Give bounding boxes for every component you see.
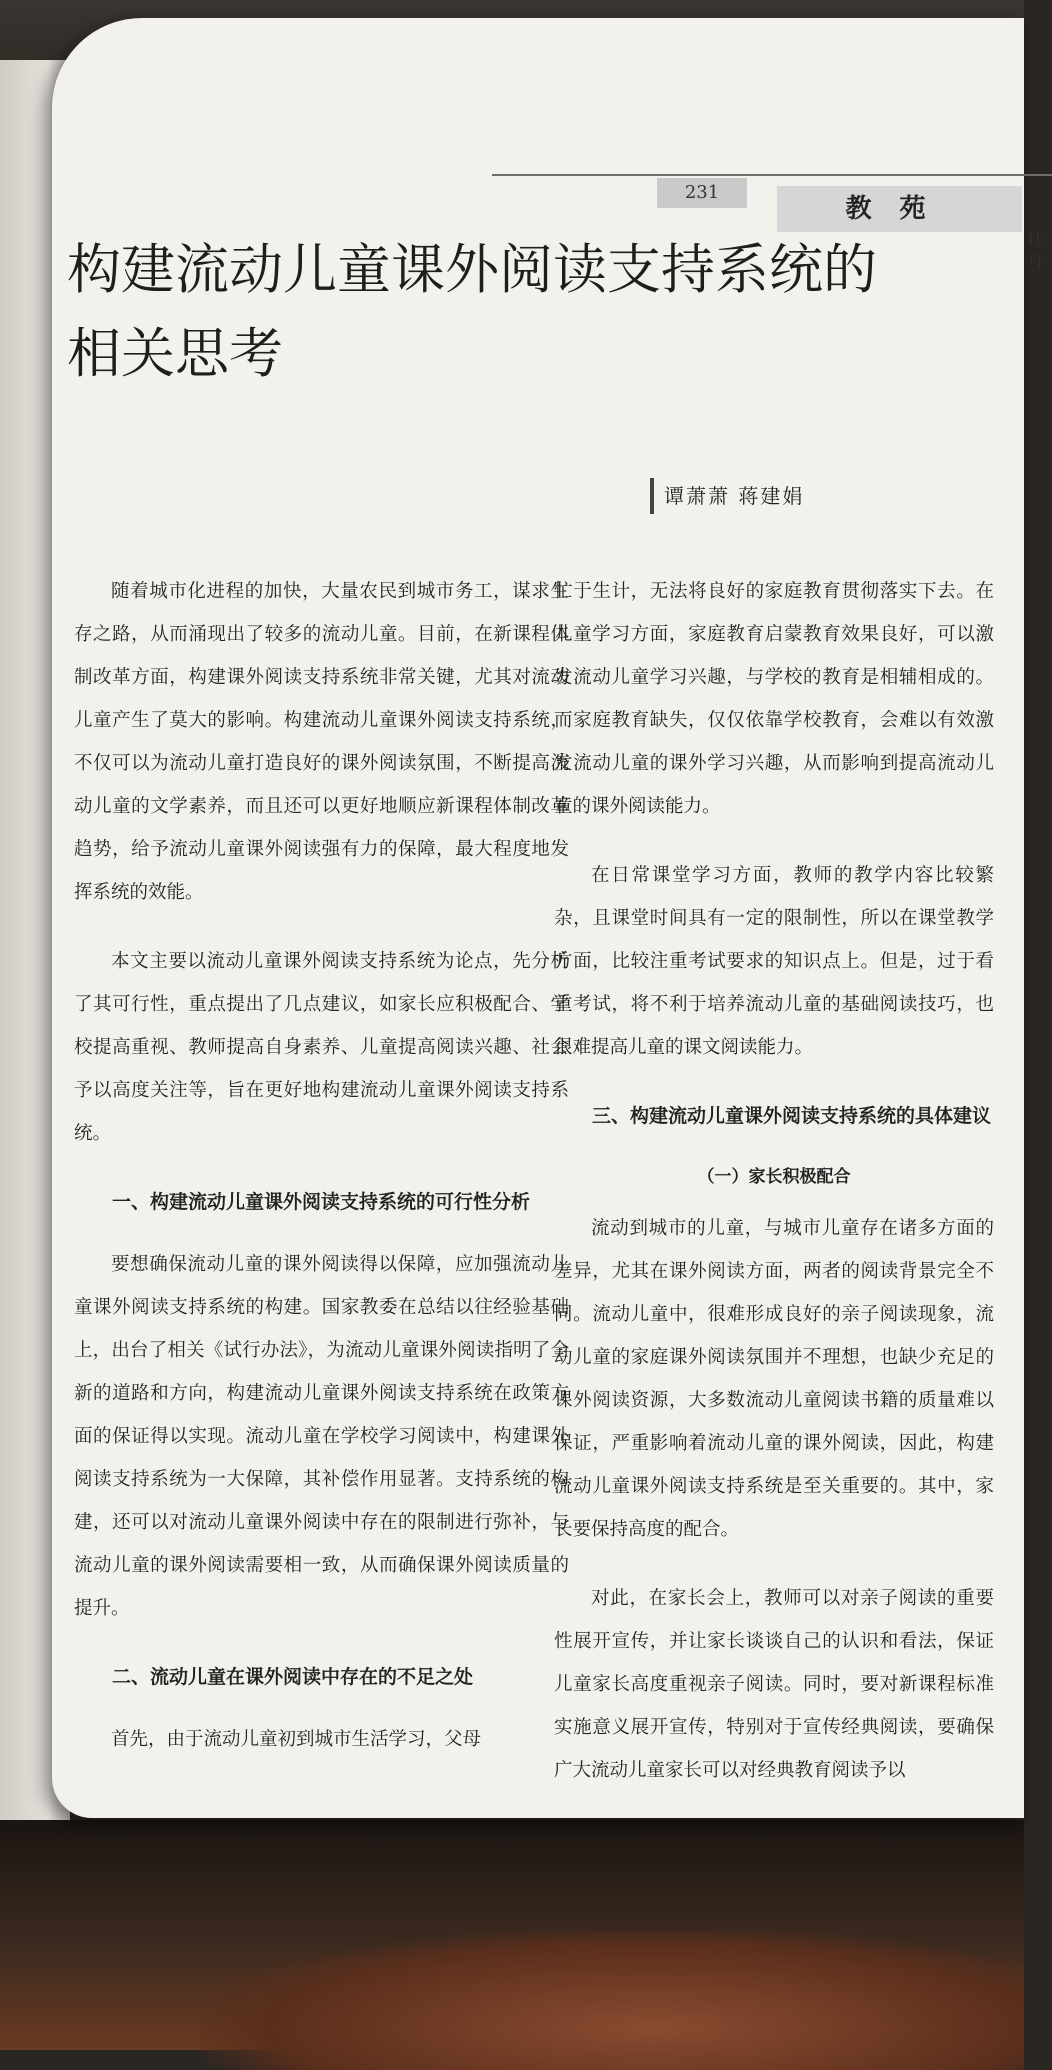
page-number: 231 — [657, 178, 747, 208]
book-page — [52, 18, 1044, 1818]
paragraph: 忙于生计，无法将良好的家庭教育贯彻落实下去。在儿童学习方面，家庭教育启蒙教育效果良好，可以激发流动儿童学习兴趣，与学校的教育是相辅相成的。而家庭教育缺失，仅仅依靠学校教育，会难以有效激发流动儿童的课外学习兴趣，从而影响到提高流动儿童的课外阅读能力。 — [554, 581, 994, 817]
paragraph: 随着城市化进程的加快，大量农民到城市务工，谋求生存之路，从而涌现出了较多的流动儿童。目前，在新课程体制改革方面，构建课外阅读支持系统非常关键，尤其对流动儿童产生了莫大的影响。构建流动儿童课外阅读支持系统，不仅可以为流动儿童打造良好的课外阅读氛围，不断提高流动儿童的文学素养，而且还可以更好地顺应新课程体制改革趋势，给予流动儿童课外阅读强有力的保障，最大程度地发挥系统的效能。 — [74, 581, 569, 903]
page-edge-text: 牡丹 — [1027, 229, 1044, 271]
paragraph: 首先，由于流动儿童初到城市生活学习，父母 — [111, 1729, 482, 1750]
article-title: 构建流动儿童课外阅读支持系统的相关思考 — [67, 238, 877, 385]
right-column — [554, 570, 994, 1818]
left-column — [74, 570, 569, 1787]
paragraph: 对此，在家长会上，教师可以对亲子阅读的重要性展开宣传，并让家长谈谈自己的认识和看法，保证儿童家长高度重视亲子阅读。同时，要对新课程标准实施意义展开宣传，特别对于宣传经典阅读，要确保广大流动儿童家长可以对经典教育阅读予以 — [554, 1588, 994, 1781]
header-rule — [492, 174, 1052, 176]
article-authors: 谭萧萧 蒋建娟 — [664, 484, 805, 508]
paragraph: 流动到城市的儿童，与城市儿童存在诸多方面的差异，尤其在课外阅读方面，两者的阅读背景完全不同。流动儿童中，很难形成良好的亲子阅读现象，流动儿童的家庭课外阅读氛围并不理想，也缺少充足的课外阅读资源，大多数流动儿童阅读书籍的质量难以保证，严重影响着流动儿童的课外阅读，因此，构建流动儿童课外阅读支持系统是至关重要的。其中，家长要保持高度的配合。 — [554, 1218, 994, 1540]
paragraph: 本文主要以流动儿童课外阅读支持系统为论点，先分析了其可行性，重点提出了几点建议，如家长应积极配合、学校提高重视、教师提高自身素养、儿童提高阅读兴趣、社会予以高度关注等，旨在更好地构建流动儿童课外阅读支持系统。 — [74, 951, 569, 1144]
paragraph: 要想确保流动儿童的课外阅读得以保障，应加强流动儿童课外阅读支持系统的构建。国家教委在总结以往经验基础上，出台了相关《试行办法》，为流动儿童课外阅读指明了全新的道路和方向，构建流动儿童课外阅读支持系统在政策方面的保证得以实现。流动儿童在学校学习阅读中，构建课外阅读支持系统为一大保障，其补偿作用显著。支持系统的构建，还可以对流动儿童课外阅读中存在的限制进行弥补，与流动儿童的课外阅读需要相一致，从而确保课外阅读质量的提升。 — [74, 1254, 569, 1619]
journal-name: 教苑 — [777, 186, 1022, 232]
subsection-heading: （一）家长积极配合 — [697, 1167, 851, 1187]
author-marker — [650, 478, 654, 514]
paragraph: 在日常课堂学习方面，教师的教学内容比较繁杂，且课堂时间具有一定的限制性，所以在课堂教学方面，比较注重考试要求的知识点上。但是，过于看重考试，将不利于培养流动儿童的基础阅读技巧，也很难提高儿童的课文阅读能力。 — [554, 865, 994, 1058]
section-heading: 三、构建流动儿童课外阅读支持系统的具体建议 — [592, 1105, 992, 1127]
cloth-in-foreground — [200, 1930, 1024, 2070]
section-heading: 一、构建流动儿童课外阅读支持系统的可行性分析 — [112, 1191, 531, 1213]
section-heading: 二、流动儿童在课外阅读中存在的不足之处 — [112, 1666, 474, 1688]
